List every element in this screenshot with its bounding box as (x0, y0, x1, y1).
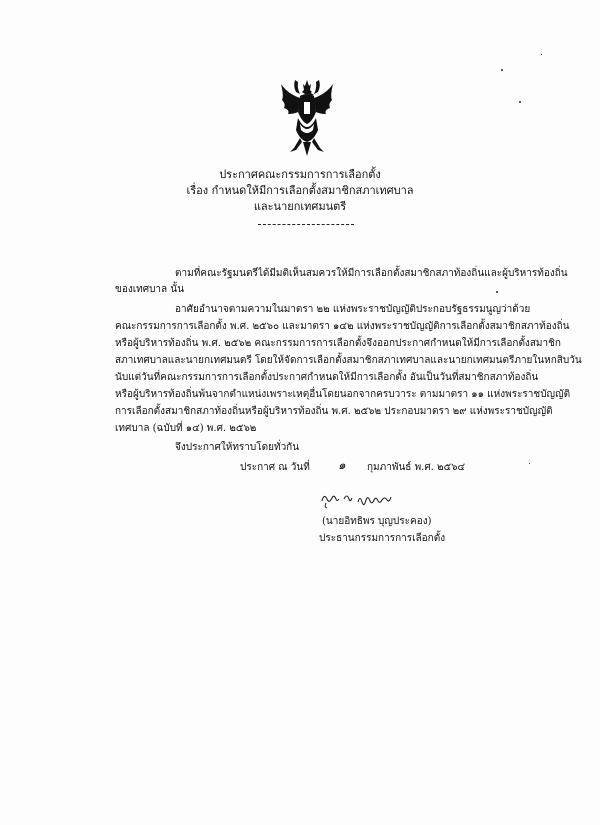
announcement-subject-cont: และนายกเทศมนตรี (253, 200, 347, 213)
announcement-title: ประกาศคณะกรรมการการเลือกตั้ง (219, 168, 381, 181)
scan-speck (501, 69, 503, 71)
paragraph-2-line-1: อาศัยอำนาจตามความในมาตรา ๒๒ แห่งพระราชบัญญัติประกอบรัฐธรรมนูญว่าด้วย (175, 304, 531, 315)
date-day: ๑ (338, 458, 346, 472)
handwritten-signature (318, 489, 404, 509)
announcement-subject: เรื่อง กำหนดให้มีการเลือกตั้งสมาชิกสภาเทศบาล (186, 184, 414, 197)
closing-statement: จึงประกาศให้ทราบโดยทั่วกัน (175, 442, 300, 453)
paragraph-2-line-8: เทศบาล (ฉบับที่ ๑๔) พ.ศ. ๒๕๖๒ (115, 423, 257, 434)
garuda-emblem-icon (278, 78, 336, 156)
scan-speck (529, 463, 530, 464)
paragraph-1-line-2: ของเทศบาล นั้น (115, 284, 185, 295)
paragraph-2-line-6: หรือผู้บริหารท้องถิ่นพ้นจากตำแหน่งเพราะเหตุอื่นโดยนอกจากครบวาระ ตามมาตรา ๑๑ แห่งพระราชบัญญัติ (115, 389, 571, 400)
signatory-position: ประธานกรรมการการเลือกตั้ง (319, 533, 446, 544)
paragraph-2-line-5: นับแต่วันที่คณะกรรมการการเลือกตั้งประกาศกำหนดให้มีการเลือกตั้ง อันเป็นวันที่สมาชิกสภาท้องถิ่น (115, 372, 539, 383)
paragraph-2-line-3: หรือผู้บริหารท้องถิ่น พ.ศ. ๒๕๖๒ คณะกรรมการการเลือกตั้งจึงออกประกาศกำหนดให้มีการเลือกตั้งสมาชิก (115, 338, 561, 349)
paragraph-1-line-1: ตามที่คณะรัฐมนตรีได้มีมติเห็นสมควรให้มีการเลือกตั้งสมาชิกสภาท้องถิ่นและผู้บริหารท้องถิ่น (175, 268, 568, 279)
paragraph-2-line-2: คณะกรรมการการเลือกตั้ง พ.ศ. ๒๕๖๐ และมาตรา ๑๔๒ แห่งพระราชบัญญัติการเลือกตั้งสมาชิกสภาท้องถิ่น (115, 321, 570, 332)
signatory-name: (นายอิทธิพร บุญประคอง) (322, 516, 432, 527)
scan-speck (496, 291, 498, 293)
date-month-year: กุมภาพันธ์ พ.ศ. ๒๕๖๔ (367, 462, 466, 473)
scan-speck (541, 54, 542, 55)
paragraph-2-line-4: สภาเทศบาลและนายกเทศมนตรี โดยให้จัดการเลือกตั้งสมาชิกสภาเทศบาลและนายกเทศมนตรีภายในหกสิบวัน (115, 355, 582, 366)
paragraph-2-line-7: การเลือกตั้งสมาชิกสภาท้องถิ่นหรือผู้บริหารท้องถิ่น พ.ศ. ๒๕๖๒ ประกอบมาตรา ๒๙ แห่งพระราชบัญญัติ (115, 406, 553, 417)
title-separator (258, 224, 354, 225)
scan-speck (519, 101, 521, 103)
date-prefix: ประกาศ ณ วันที่ (240, 462, 310, 473)
